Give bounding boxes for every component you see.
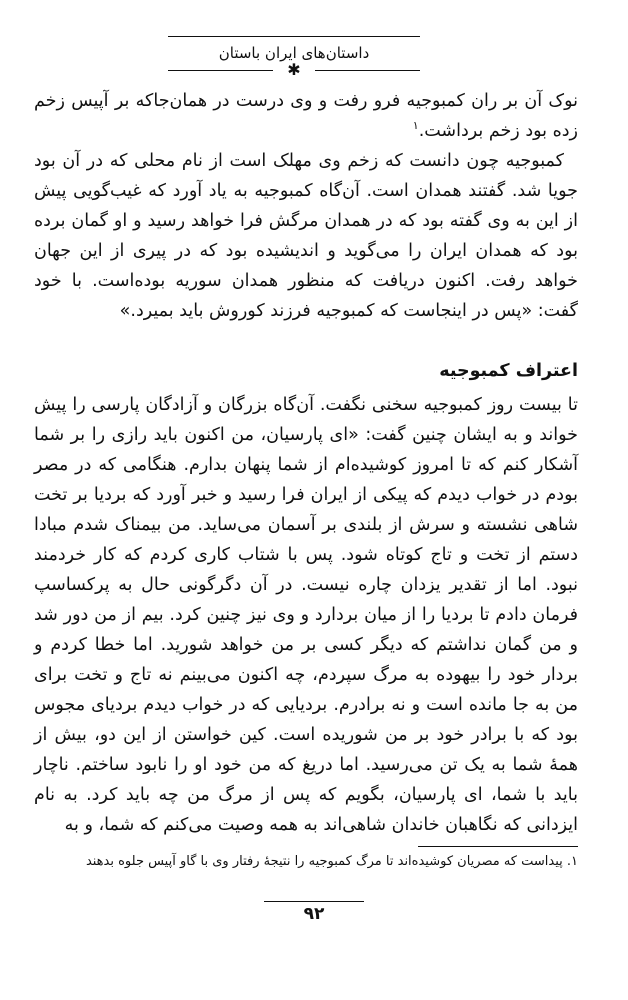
footnote-reference: ۱ — [412, 119, 419, 133]
asterisk-ornament-icon: ✱ — [287, 60, 301, 79]
section-paragraph: تا بیست روز کمبوجیه سخنی نگفت. آن‌گاه بزرگان و آزادگان پارسی را پیش خواند و به ایشان چنین گفت: «ای پارسیان، من اکنون باید رازی را بر شما آشکار کنم که تا امروز کوشیده‌ام از شما پنهان بدارم. هنگامی که در مصر بودم در خواب دیدم که پیکی از ایران فرا رسید و خبر آورد که بردیا بر تخت شاهی نشسته و سرش از بلندی بر آسمان می‌ساید. من بیمناک شدم مبادا دستم از تخت و تاج کوتاه شود. پس با شتاب کاری کردم که کار خردمند نبود. اما از تقدیر یزدان چاره نیست. در آن دگرگونی حال به پرکساسپ فرمان دادم تا بردیا را از میان بردارد و وی نیز چنین کرد. بیم از من دور شد و من گمان نداشتم که دیگر کسی بر من خواهد شورید. اما خطا کردم و بردار خود را بیهوده به مرگ سپردم، چه اکنون می‌بینم نه تاج و تخت برای من به جا مانده است و نه برادرم. بردیایی که در خواب دیدم بردیای مجوس بود که با برادر خود بر من شوریده است. کین خواستن از این دو، بیش از همهٔ شما به یک تن می‌رسید. اما دریغ که من خود او را نابود ساختم. ناچار باید با شما، ای پارسیان، بگویم که پس از مرگ من چه باید کرد. به نام ایزدانی که نگاهبان خاندان شاهی‌اند به همه وصیت می‌کنم که شما، و به — [34, 395, 578, 835]
page-number-rule — [264, 901, 364, 902]
running-header — [168, 30, 420, 80]
body-text — [34, 86, 578, 840]
footnote-divider — [418, 846, 578, 847]
header-rule-right — [315, 70, 420, 71]
paragraph-1-text: نوک آن بر ران کمبوجیه فرو رفت و وی درست در همان‌جاکه بر آپیس زخم زده بود زخم برداشت. — [34, 91, 578, 141]
paragraph-2: کمبوجیه چون دانست که زخم وی مهلک است از نام محلی که در آن بود جویا شد. گفتند همدان است. آن‌گاه کمبوجیه به یاد آورد که غیب‌گویی پیش از این به وی گفته بود که در همدان مرگش فرا خواهد رسید و او گمان برده بود که همدان ایران را می‌گوید و اندیشیده بود که در پیری از این جهان خواهد رفت. اکنون دریافت که منظور همدان سوریه بوده‌است. با خود گفت: «پس در اینجاست که کمبوجیه فرزند کوروش باید بمیرد.» — [34, 151, 578, 321]
header-rule-top — [168, 36, 420, 37]
header-rule-left — [168, 70, 273, 71]
paragraph-1 — [34, 86, 578, 146]
header-title: داستان‌های ایران باستان — [218, 44, 370, 62]
section-heading: اعتراف کمبوجیه — [439, 361, 578, 381]
footnote: ۱. پیداست که مصریان کوشیده‌اند تا مرگ کمبوجیه را نتیجهٔ رفتار وی با گاو آپیس جلوه بدهند — [85, 854, 578, 869]
page-number: ۹۲ — [303, 904, 325, 924]
